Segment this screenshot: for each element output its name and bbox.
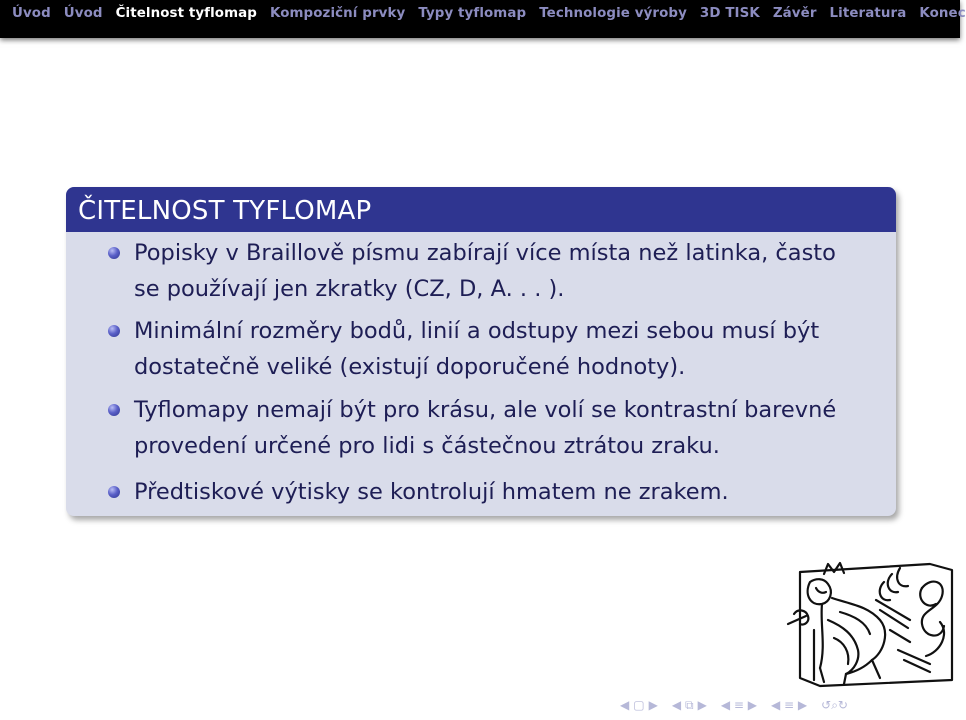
beamer-navigation-symbols xyxy=(620,694,852,716)
nav-item-literatura[interactable]: Literatura xyxy=(829,5,907,21)
block-body xyxy=(66,232,896,516)
list-item-line: Předtiskové výtisky se kontrolují hmatem ne zrakem. xyxy=(134,479,729,505)
list-item-4 xyxy=(134,474,894,510)
list-item-line: dostatečně veliké (existují doporučené hodnoty). xyxy=(134,354,686,380)
search-icon[interactable]: ↺⌕↻ xyxy=(821,697,848,712)
nav-item-konec[interactable]: Konec xyxy=(919,5,966,21)
section-navigation xyxy=(12,0,966,26)
subsection-prev-icon[interactable]: ▶ xyxy=(648,698,658,712)
nav-item-citelnost-tyflomap[interactable]: Čitelnost tyflomap xyxy=(115,5,257,21)
block-title: ČITELNOST TYFLOMAP xyxy=(78,196,372,226)
list-item-line: se používají jen zkratky (CZ, D, A. . . ). xyxy=(134,276,565,302)
frame-prev-icon[interactable]: ◀ xyxy=(620,698,630,712)
bullet-icon xyxy=(108,486,120,498)
section-prev-icon[interactable]: ⧉ xyxy=(685,697,694,712)
subsection-next-icon[interactable]: ◀ xyxy=(671,698,682,712)
bullet-icon xyxy=(108,247,120,259)
content-block xyxy=(66,187,896,516)
nav-item-typy-tyflomap[interactable]: Typy tyflomap xyxy=(418,5,527,21)
block-title-bar xyxy=(66,187,896,232)
list-item-1 xyxy=(134,235,894,307)
nav-item-technologie-vyroby[interactable]: Technologie výroby xyxy=(539,5,687,21)
list-item-2 xyxy=(134,313,894,385)
bullet-icon xyxy=(108,404,120,416)
nav-item-kompozicni-prvky[interactable]: Kompoziční prvky xyxy=(269,5,406,21)
section-next-icon[interactable]: ▶ xyxy=(697,698,707,712)
nav-item-uvod-1[interactable]: Úvod xyxy=(12,5,51,21)
nav-item-uvod-2[interactable]: Úvod xyxy=(63,5,103,21)
frame-next-icon[interactable]: ▢ xyxy=(633,698,645,712)
bullet-icon xyxy=(108,325,120,337)
list-item-line: Minimální rozměry bodů, linií a odstupy mezi sebou musí být xyxy=(134,318,820,344)
list-item-line: Popisky v Braillově písmu zabírají více místa než latinka, často xyxy=(134,240,836,266)
top-navigation-bar xyxy=(0,0,966,38)
cvut-lion-logo xyxy=(780,560,958,688)
list-item-line: provedení určené pro lidi s částečnou ztrátou zraku. xyxy=(134,433,720,459)
list-item-line: Tyflomapy nemají být pro krásu, ale volí se kontrastní barevné xyxy=(134,397,837,423)
list-item-3 xyxy=(134,392,894,464)
document-prev-icon[interactable]: ◀ ≡ ▶ xyxy=(720,698,757,712)
document-next-icon[interactable]: ◀ ≡ ▶ xyxy=(771,698,808,712)
nav-item-zaver[interactable]: Závěr xyxy=(772,5,817,21)
nav-item-3d-tisk[interactable]: 3D TISK xyxy=(699,5,760,21)
